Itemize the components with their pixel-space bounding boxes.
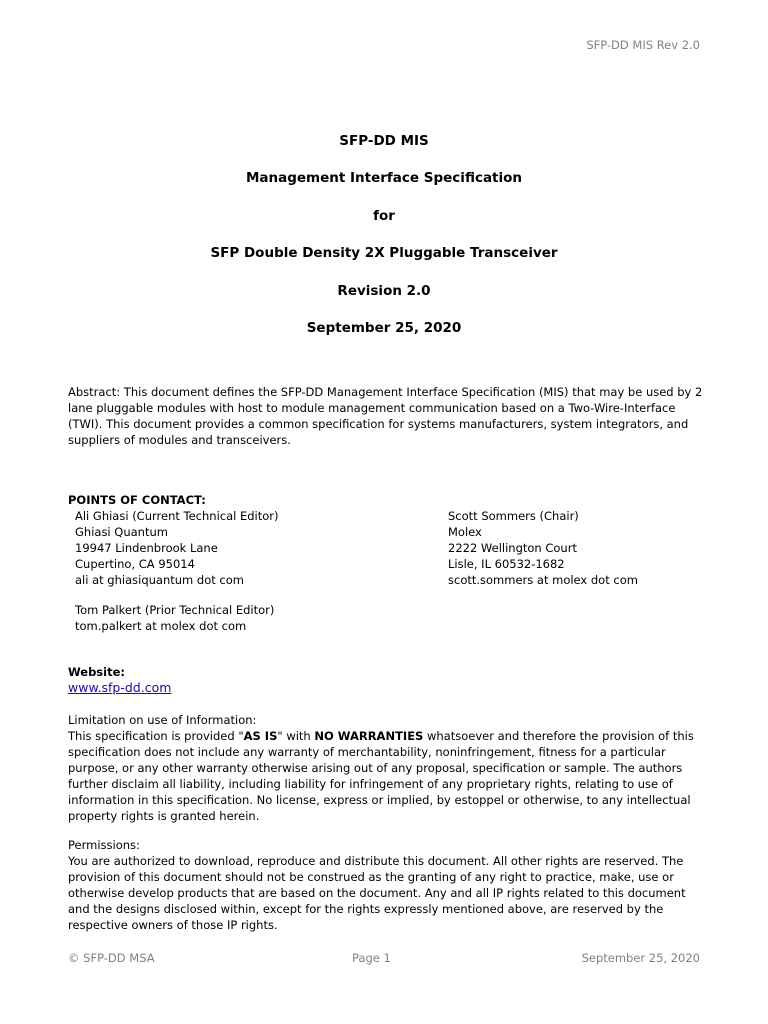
footer-date: September 25, 2020 <box>581 951 700 965</box>
contact-prior <box>75 602 274 634</box>
title-short: SFP-DD MIS <box>339 133 429 149</box>
limitation-text: This specification is provided " <box>68 729 244 743</box>
limitation-section <box>68 712 708 824</box>
header-revision: SFP-DD MIS Rev 2.0 <box>586 38 700 52</box>
limitation-text: " with <box>277 729 315 743</box>
title-for: for <box>373 207 395 224</box>
abstract-paragraph: Abstract: This document defines the SFP-DD Management Interface Specification (MIS) that may be used by 2 lane pluggable modules with host to module management communication based on a Two-Wire-Interface (TWI). This document provides a common specification for systems manufacturers, system integrators, and suppliers of modules and transceivers. <box>68 385 703 447</box>
contact-right-line: scott.sommers at molex dot com <box>448 573 638 587</box>
limitation-body <box>68 728 708 824</box>
contact-right-line: Lisle, IL 60532-1682 <box>448 557 565 571</box>
permissions-body: You are authorized to download, reproduce and distribute this document. All other rights are reserved. The provision of this document should not be construed as the granting of any right to practice, make, use or otherwise develop products that are based on the document. Any and all IP rights related to this document and the designs disclosed within, except for the rights expressly mentioned above, are reserved by the respective owners of those IP rights. <box>68 854 686 932</box>
contact-prior-line: Tom Palkert (Prior Technical Editor) <box>75 603 275 617</box>
contact-left-line: 19947 Lindenbrook Lane <box>75 541 218 555</box>
footer-copyright: © SFP-DD MSA <box>68 951 155 965</box>
contact-left-line: Cupertino, CA 95014 <box>75 557 195 571</box>
contact-prior-line: tom.palkert at molex dot com <box>75 619 247 633</box>
title-date: September 25, 2020 <box>306 319 462 336</box>
website-link[interactable]: www.sfp-dd.com <box>68 680 172 695</box>
contact-right-line: 2222 Wellington Court <box>448 541 577 555</box>
title-block <box>0 131 768 355</box>
permissions-section <box>68 837 708 933</box>
limitation-heading: Limitation on use of Information: <box>68 713 257 727</box>
website-label: Website: <box>68 665 125 679</box>
contact-left <box>75 508 279 588</box>
no-warranties-emphasis: NO WARRANTIES <box>314 729 424 743</box>
contact-left-line: Ghiasi Quantum <box>75 525 168 539</box>
title-product: SFP Double Density 2X Pluggable Transceiver <box>210 245 558 262</box>
permissions-heading: Permissions: <box>68 838 140 852</box>
title-revision: Revision 2.0 <box>337 282 431 299</box>
contact-right <box>448 508 638 588</box>
footer-page-number: Page 1 <box>352 951 391 965</box>
contact-right-line: Molex <box>448 525 482 539</box>
limitation-text: whatsoever and therefore the provision of this specification does not include any warranty of merchantability, noninfringement, fitness for a particular purpose, or any other warranty otherwise arising out of any proposal, specification or sample. The authors further disclaim all liability, including liability for infringement of any proprietary rights, relating to use of information in this specification. No license, express or implied, by estoppel or otherwise, to any intellectual property rights is granted herein. <box>68 729 694 823</box>
contact-right-line: Scott Sommers (Chair) <box>448 509 579 523</box>
title-main: Management Interface Specification <box>245 170 523 187</box>
contact-left-line: Ali Ghiasi (Current Technical Editor) <box>75 509 279 523</box>
contact-left-line: ali at ghiasiquantum dot com <box>75 573 244 587</box>
website-row <box>68 680 708 696</box>
as-is-emphasis: AS IS <box>243 729 278 743</box>
contacts-heading: POINTS OF CONTACT: <box>68 493 206 507</box>
